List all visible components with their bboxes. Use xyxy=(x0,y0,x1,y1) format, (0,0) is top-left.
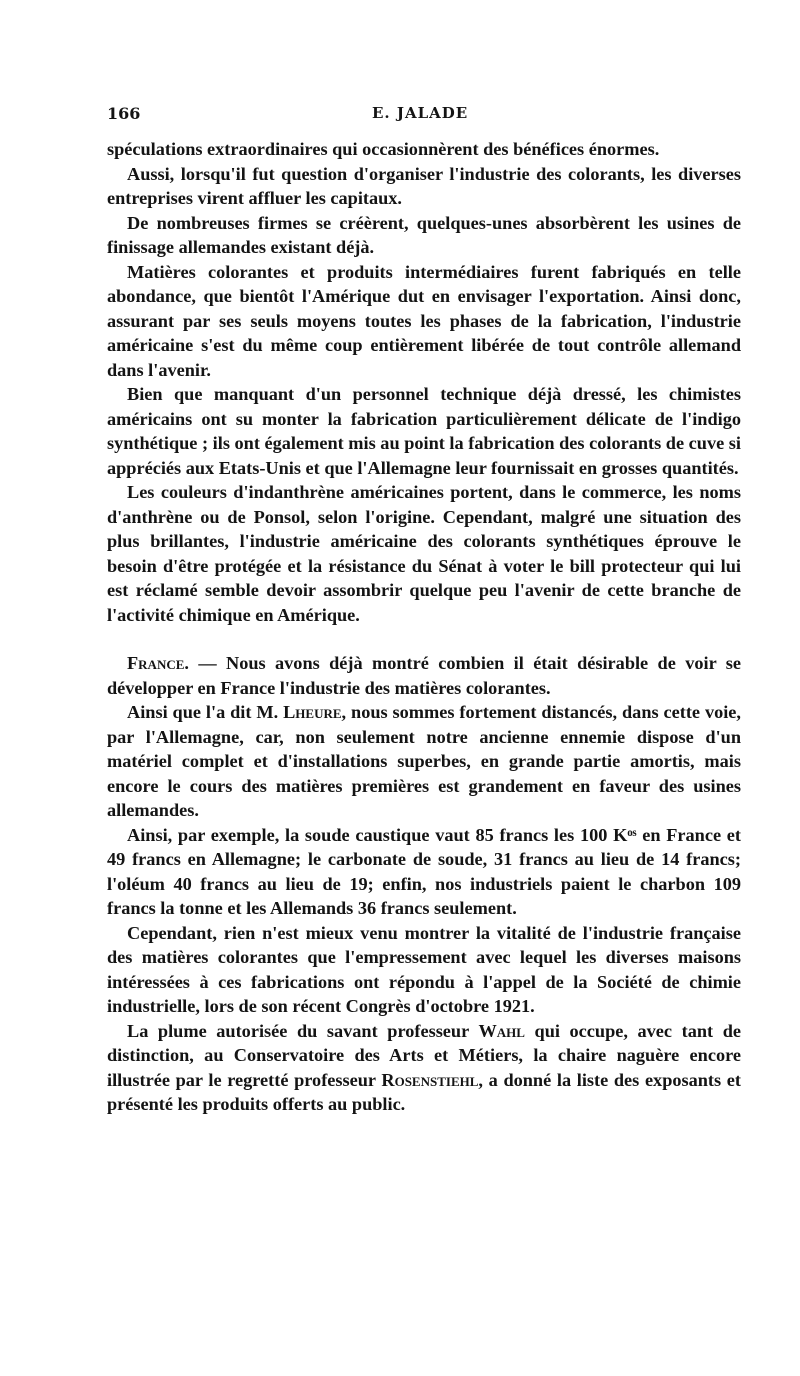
author-name-wahl: Wahl xyxy=(478,1020,525,1041)
paragraph-10: Cependant, rien n'est mieux venu montrer la vitalité de l'industrie française des matières colorantes que l'empressement avec lequel les diverses maisons intéressées à ces fabrications ont répondu à l'appel de la Société de chimie industrielle, lors de son récent Congrès d'octobre 1921. xyxy=(107,922,741,1016)
page-header xyxy=(107,104,747,128)
paragraph-1: spéculations extraordinaires qui occasionnèrent des bénéfices énormes. xyxy=(107,139,660,159)
section-label-france: France. xyxy=(127,653,189,673)
section-gap xyxy=(107,627,741,651)
paragraph-3: De nombreuses firmes se créèrent, quelques-unes absorbèrent les usines de finissage allemandes existant déjà. xyxy=(107,212,741,257)
paragraph-8-start: Ainsi que l'a dit M. xyxy=(127,702,284,722)
running-title: E. JALADE xyxy=(372,104,469,122)
paragraph-11 xyxy=(107,1019,741,1117)
paragraph-6: Les couleurs d'indanthrène américaines portent, dans le commerce, les noms d'anthrène ou de Ponsol, selon l'origine. Cependant, malgré une situation des plus brillantes, l'industrie américaine des colorants synthétiques éprouve le besoin d'être protégée et la résistance du Sénat à voter le bill protecteur qui lui est réclamé semble devoir assombrir quelque peu l'avenir de cette branche de l'activité chimique en Amérique. xyxy=(107,482,741,625)
paragraph-8-end: , nous sommes fortement distancés, dans cette voie, par l'Allemagne, car, non seulement notre ancienne ennemie dispose d'un matériel complet et d'installations superbes, en grande partie amortis, mais encore le cours des matières premières est grandement en faveur des usines allemandes. xyxy=(107,702,741,820)
paragraph-5: Bien que manquant d'un personnel technique déjà dressé, les chimistes américains ont su monter la fabrication particulièrement délicate de l'indigo synthétique ; ils ont également mis au point la fabrication des colorants de cuve si appréciés aux Etats-Unis et que l'Allemagne leur fournissait en grosses quantités. xyxy=(107,384,741,478)
paragraph-france-text: — Nous avons déjà montré combien il était désirable de voir se développer en France l'industrie des matières colorantes. xyxy=(107,653,741,698)
paragraph-11-end: , a donné la liste des exposants et présenté les produits offerts au public. xyxy=(107,1069,741,1114)
paragraph-9: Ainsi, par exemple, la soude caustique vaut 85 francs les 100 Kᵒˢ en France et 49 francs en Allemagne; le carbonate de soude, 31 francs au lieu de 14 francs; l'oléum 40 francs au lieu de 19; enfin, nos industriels paient le charbon 109 francs la tonne et les Allemands 36 francs seulement. xyxy=(107,824,741,918)
paragraph-11-middle: qui occupe, avec tant de distinction, au Conservatoire des Arts et Métiers, la chaire naguère encore illustrée par le regretté professeur xyxy=(107,1020,741,1090)
paragraph-4: Matières colorantes et produits intermédiaires furent fabriqués en telle abondance, que bientôt l'Amérique dut en envisager l'exportation. Ainsi donc, assurant par ses seuls moyens toutes les phases de la fabrication, l'industrie américaine s'est du même coup entièrement libérée de tout contrôle allemand dans l'avenir. xyxy=(107,261,741,380)
author-name-rosenstiehl: Rosenstiehl xyxy=(381,1069,479,1090)
paragraph-france xyxy=(107,651,741,700)
author-name-lheure: Lheure xyxy=(283,702,342,722)
body-text xyxy=(107,137,741,1117)
paragraph-8 xyxy=(107,700,741,823)
page-number: 166 xyxy=(107,104,141,123)
paragraph-2: Aussi, lorsqu'il fut question d'organiser l'industrie des colorants, les diverses entreprises virent affluer les capitaux. xyxy=(107,163,741,208)
paragraph-11-start: La plume autorisée du savant professeur xyxy=(127,1020,479,1041)
